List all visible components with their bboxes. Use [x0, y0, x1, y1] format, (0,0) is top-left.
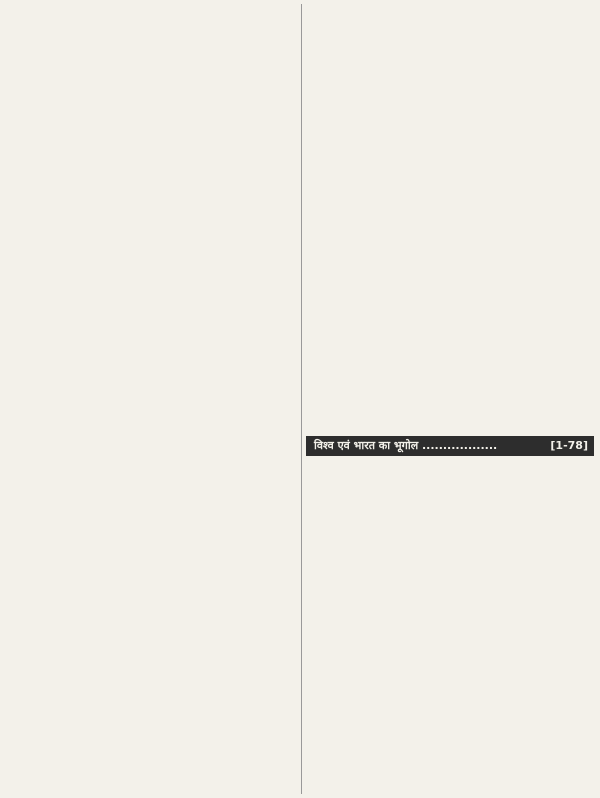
column-divider	[301, 4, 302, 794]
section-title: विश्व एवं भारत का भूगोल ..................	[314, 438, 498, 452]
section-page-range: [1-78]	[550, 438, 588, 452]
section-banner	[306, 436, 594, 456]
